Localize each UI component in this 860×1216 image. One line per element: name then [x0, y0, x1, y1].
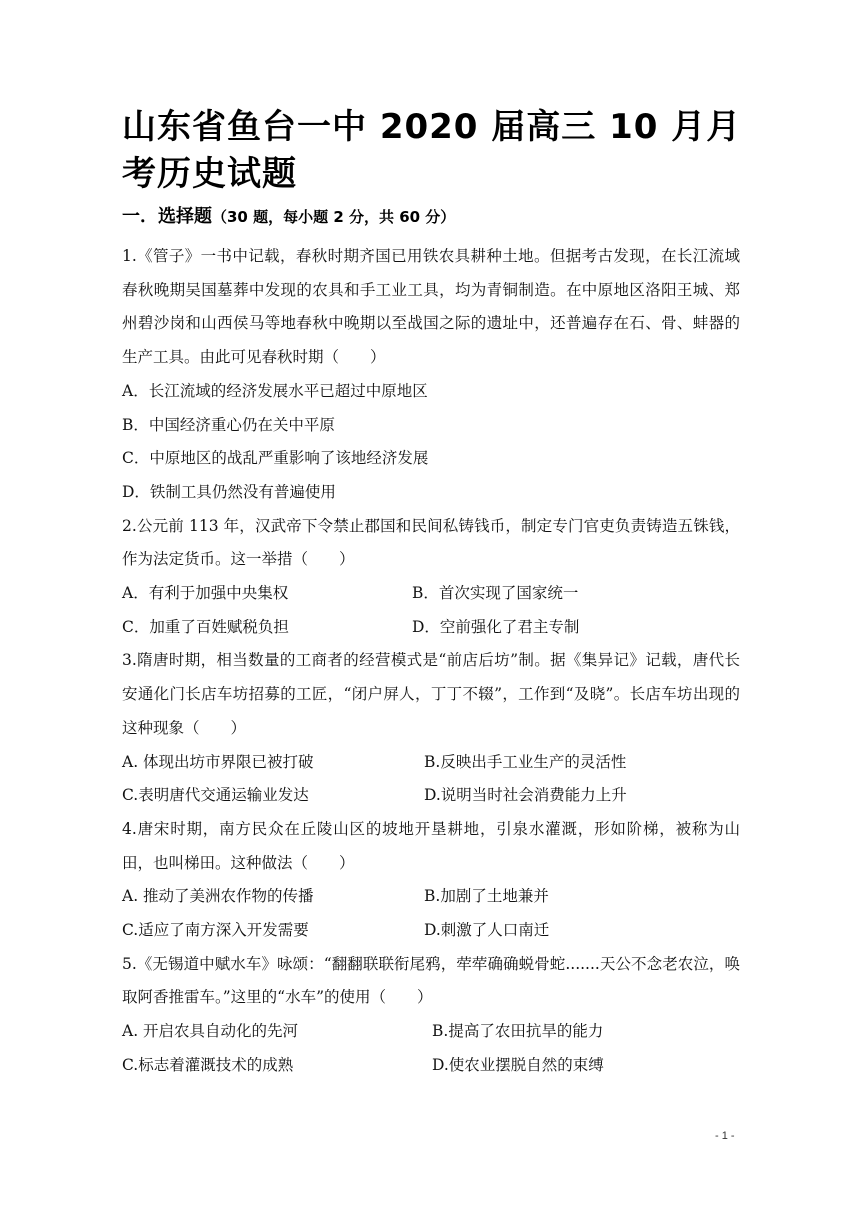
question-3-options-row-1 — [122, 746, 740, 780]
question-3-option-a: A. 体现出坊市界限已被打破 — [122, 752, 314, 771]
question-5-options-row-1 — [122, 1015, 740, 1049]
question-2-stem: 2.公元前 113 年，汉武帝下令禁止郡国和民间私铸钱币，制定专门官吏负责铸造五铢钱，作为法定货币。这一举措（ ） — [122, 516, 740, 569]
question-4-options-row-1 — [122, 880, 740, 914]
question-4-option-d: D.刺激了人口南迁 — [424, 921, 550, 940]
question-3-options-row-2 — [122, 779, 740, 813]
question-1-option-c: C．中原地区的战乱严重影响了该地经济发展 — [122, 449, 429, 468]
question-2-option-d: D．空前强化了君主专制 — [412, 617, 580, 636]
document-title: 山东省鱼台一中 2020 届高三 10 月月考历史试题 — [122, 107, 742, 194]
question-2-option-a: A．有利于加强中央集权 — [122, 584, 289, 603]
question-1-option-d: D．铁制工具仍然没有普遍使用 — [122, 482, 336, 501]
question-4-option-c: C.适应了南方深入开发需要 — [122, 921, 309, 940]
question-4-options-row-2 — [122, 914, 740, 948]
question-4-stem: 4.唐宋时期，南方民众在丘陵山区的坡地开垦耕地，引泉水灌溉，形如阶梯，被称为山田，也叫梯田。这种做法（ ） — [122, 819, 740, 872]
question-2-options-row-1 — [122, 577, 740, 611]
section-title: 一．选择题 — [122, 206, 212, 227]
question-2-options-row-2 — [122, 611, 740, 645]
question-1-stem: 1.《管子》一书中记载，春秋时期齐国已用铁农具耕种土地。但据考古发现，在长江流域春秋晚期吴国墓葬中发现的农具和手工业工具，均为青铜制造。在中原地区洛阳王城、郑州碧沙岗和山西侯马等地春秋中晚期以至战国之际的遗址中，还普遍存在石、骨、蚌器的生产工具。由此可见春秋时期（ ） — [122, 247, 740, 367]
question-4-option-a: A. 推动了美洲农作物的传播 — [122, 887, 314, 906]
question-3-stem: 3.隋唐时期，相当数量的工商者的经营模式是“前店后坊”制。据《集异记》记载，唐代长安通化门长店车坊招募的工匠，“闭户屏人，丁丁不辍”，工作到“及晓”。长店车坊出现的这种现象（ ） — [122, 651, 740, 737]
question-1-option-b: B．中国经济重心仍在关中平原 — [122, 415, 335, 434]
question-3-option-b: B.反映出手工业生产的灵活性 — [424, 752, 627, 771]
question-list — [122, 240, 740, 1083]
section-note: （30 题，每小题 2 分，共 60 分） — [212, 208, 456, 226]
question-1-option-a: A．长江流域的经济发展水平已超过中原地区 — [122, 381, 428, 400]
section-heading — [122, 204, 455, 230]
question-5-option-c: C.标志着灌溉技术的成熟 — [122, 1055, 294, 1074]
question-5-option-b: B.提高了农田抗旱的能力 — [432, 1022, 604, 1041]
question-5-stem: 5.《无锡道中赋水车》咏颂：“翻翻联联衔尾鸦，荦荦确确蜕骨蛇.......天公不念老农泣，唤取阿香推雷车。”这里的“水车”的使用（ ） — [122, 954, 740, 1007]
question-2-option-b: B．首次实现了国家统一 — [412, 584, 579, 603]
question-5-options-row-2 — [122, 1049, 740, 1083]
question-4-option-b: B.加剧了土地兼并 — [424, 887, 549, 906]
question-5-option-a: A. 开启农具自动化的先河 — [122, 1022, 299, 1041]
question-5-option-d: D.使农业摆脱自然的束缚 — [432, 1055, 604, 1074]
question-3-option-c: C.表明唐代交通运输业发达 — [122, 786, 309, 805]
question-2-option-c: C．加重了百姓赋税负担 — [122, 617, 289, 636]
page-number: - 1 - — [715, 1130, 735, 1142]
question-3-option-d: D.说明当时社会消费能力上升 — [424, 786, 627, 805]
